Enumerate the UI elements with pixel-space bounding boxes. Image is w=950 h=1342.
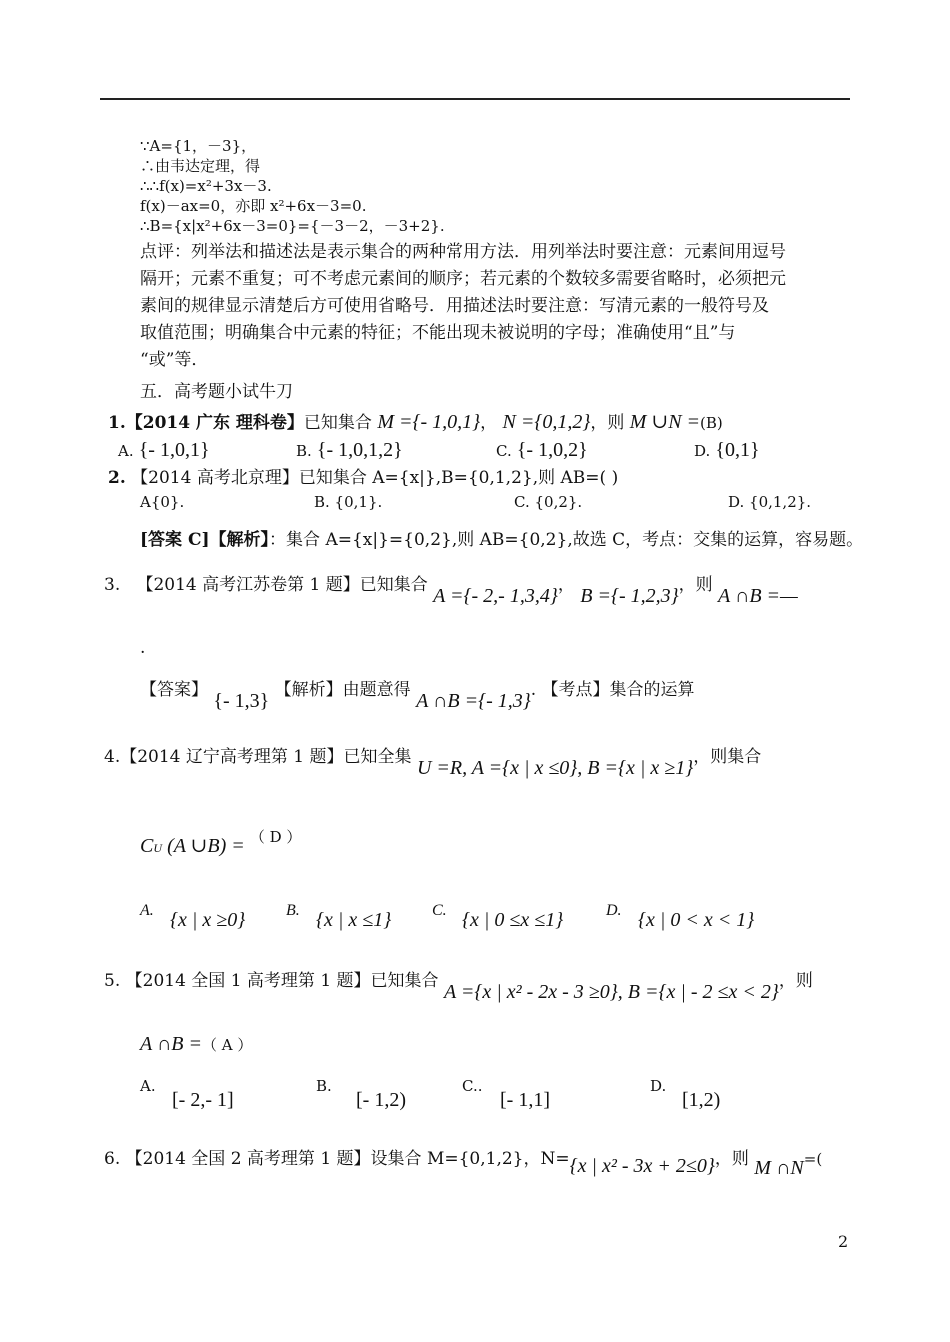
q1-answer: (B) (700, 414, 723, 432)
page-number: 2 (838, 1232, 849, 1251)
solution-line-4: f(x)－ax=0，亦即 x²+6x－3=0. (140, 197, 367, 215)
q3-question: 3. 【2014 高考江苏卷第 1 题】已知集合 A ={- 2,- 1,3,4}， B ={- 1,2,3}，则 A ∩B =— (104, 575, 798, 607)
q5-option-a-value: [- 2,- 1] (172, 1089, 234, 1111)
q2-option-c: C. {0,2}. (514, 493, 583, 511)
q4-option-a: A. (140, 902, 154, 919)
q4-question: 4.【2014 辽宁高考理第 1 题】已知全集 U =R, A ={x | x ≤0}, B ={x | x ≥1}，则集合 (104, 747, 762, 779)
q5-question: 5. 【2014 全国 1 高考理第 1 题】已知集合 A ={x | x² - 2x - 3 ≥0}, B ={x | - 2 ≤x < 2}，则 (104, 971, 813, 1003)
solution-line-5: ∴B={x|x²+6x－3=0}={－3－2，－3+2}. (140, 217, 445, 235)
q1-option-b: B. {- 1,0,1,2} (296, 439, 403, 461)
solution-line-2: ∴由韦达定理，得 (140, 157, 261, 175)
q5-sets: A ={x | x² - 2x - 3 ≥0}, B ={x | - 2 ≤x < 2} (443, 981, 779, 1003)
q5-answer: （ A ） (202, 1036, 253, 1054)
q4-option-a-value: {x | x ≥0} (170, 909, 246, 931)
q1-source: 【2014 广东 理科卷】 (125, 413, 304, 433)
q5-option-d-value: [1,2) (682, 1089, 721, 1111)
q3-set-b: B ={- 1,2,3} (580, 585, 679, 607)
q1-set-n: N ={0,1,2} (502, 411, 591, 433)
solution-line-1: ∵A={1，－3}， (140, 137, 257, 155)
comment-line-5: “或”等． (140, 350, 209, 370)
q4-option-c: C. (432, 902, 447, 919)
q2-answer: [答案 C]【解析】：集合 A={x|}={0,2},则 AB={0,2},故选 C，考点：交集的运算，容易题。 (140, 530, 864, 550)
comment-line-2: 隔开；元素不重复；可不考虑元素间的顺序；若元素的个数较多需要省略时，必须把元 (140, 269, 786, 289)
comment-line-1: 点评：列举法和描述法是表示集合的两种常用方法．用列举法时要注意：元素间用逗号 (140, 242, 786, 262)
q5-option-b-value: [- 1,2) (356, 1089, 406, 1111)
q3-answer: {- 1,3} (213, 690, 270, 712)
q6-set-n: {x | x² - 3x + 2≤0} (569, 1155, 715, 1177)
q1-option-c: C. {- 1,0,2} (496, 439, 588, 461)
comment-line-3: 素间的规律显示清楚后方可使用省略号．用描述法时要注意：写清元素的一般符号及 (140, 296, 769, 316)
q5-option-a: A. (140, 1077, 156, 1095)
q3-dot: . (140, 638, 146, 658)
q6-expr: M ∩N (754, 1157, 804, 1179)
q3-answer-line: 【答案】 {- 1,3} 【解析】由题意得 A ∩B ={- 1,3}. 【考点】集合的运算 (140, 680, 695, 712)
q4-option-d: D. (606, 902, 622, 919)
q4-sets: U =R, A ={x | x ≤0}, B ={x | x ≥1} (416, 757, 694, 779)
q4-expr-line: CU (A ∪B) = （ D ） (140, 828, 302, 857)
q4-option-b-value: {x | x ≤1} (316, 909, 392, 931)
q6-question: 6. 【2014 全国 2 高考理第 1 题】设集合 M={0,1,2}，N={x | x² - 3x + 2≤0}，则 M ∩N=( (104, 1149, 823, 1179)
section-title: 五．高考题小试牛刀 (140, 382, 293, 402)
q3-set-a: A ={- 2,- 1,3,4} (433, 585, 558, 607)
q1-option-a: A. {- 1,0,1} (118, 439, 210, 461)
q2-option-a: A{0}. (140, 493, 185, 511)
q2-question: 2. 【2014 高考北京理】已知集合 A={x|},B={0,1,2},则 AB=( ) (108, 468, 619, 488)
q4-answer: （ D ） (249, 828, 302, 846)
q5-option-d: D. (650, 1077, 667, 1095)
q1-expr: M ∪N = (629, 411, 701, 433)
q4-option-c-value: {x | 0 ≤x ≤1} (462, 909, 564, 931)
header-rule (100, 98, 850, 100)
q4-option-d-value: {x | 0 < x < 1} (638, 909, 755, 931)
comment-line-4: 取值范围；明确集合中元素的特征；不能出现未被说明的字母；准确使用“且”与 (140, 323, 736, 343)
q1-set-m: M ={- 1,0,1} (377, 411, 481, 433)
q2-option-d: D. {0,1,2}. (728, 493, 812, 511)
q5-option-c: C.. (462, 1077, 483, 1095)
q5-expr-line: A ∩B =（ A ） (140, 1033, 253, 1055)
q1-option-d: D. {0,1} (694, 439, 760, 461)
solution-line-3: ∴∴f(x)=x²+3x－3. (140, 177, 272, 195)
q4-option-b: B. (286, 902, 300, 919)
q3-analysis: A ∩B ={- 1,3} (416, 690, 531, 712)
q3-expr: A ∩B =— (718, 585, 798, 607)
q2-option-b: B. {0,1}. (314, 493, 383, 511)
q5-option-b: B. (316, 1077, 332, 1095)
q1-question: 1.【2014 广东 理科卷】已知集合 M ={- 1,0,1}， N ={0,1,2}，则 M ∪N =(B) (108, 411, 723, 433)
q5-option-c-value: [- 1,1] (500, 1089, 550, 1111)
